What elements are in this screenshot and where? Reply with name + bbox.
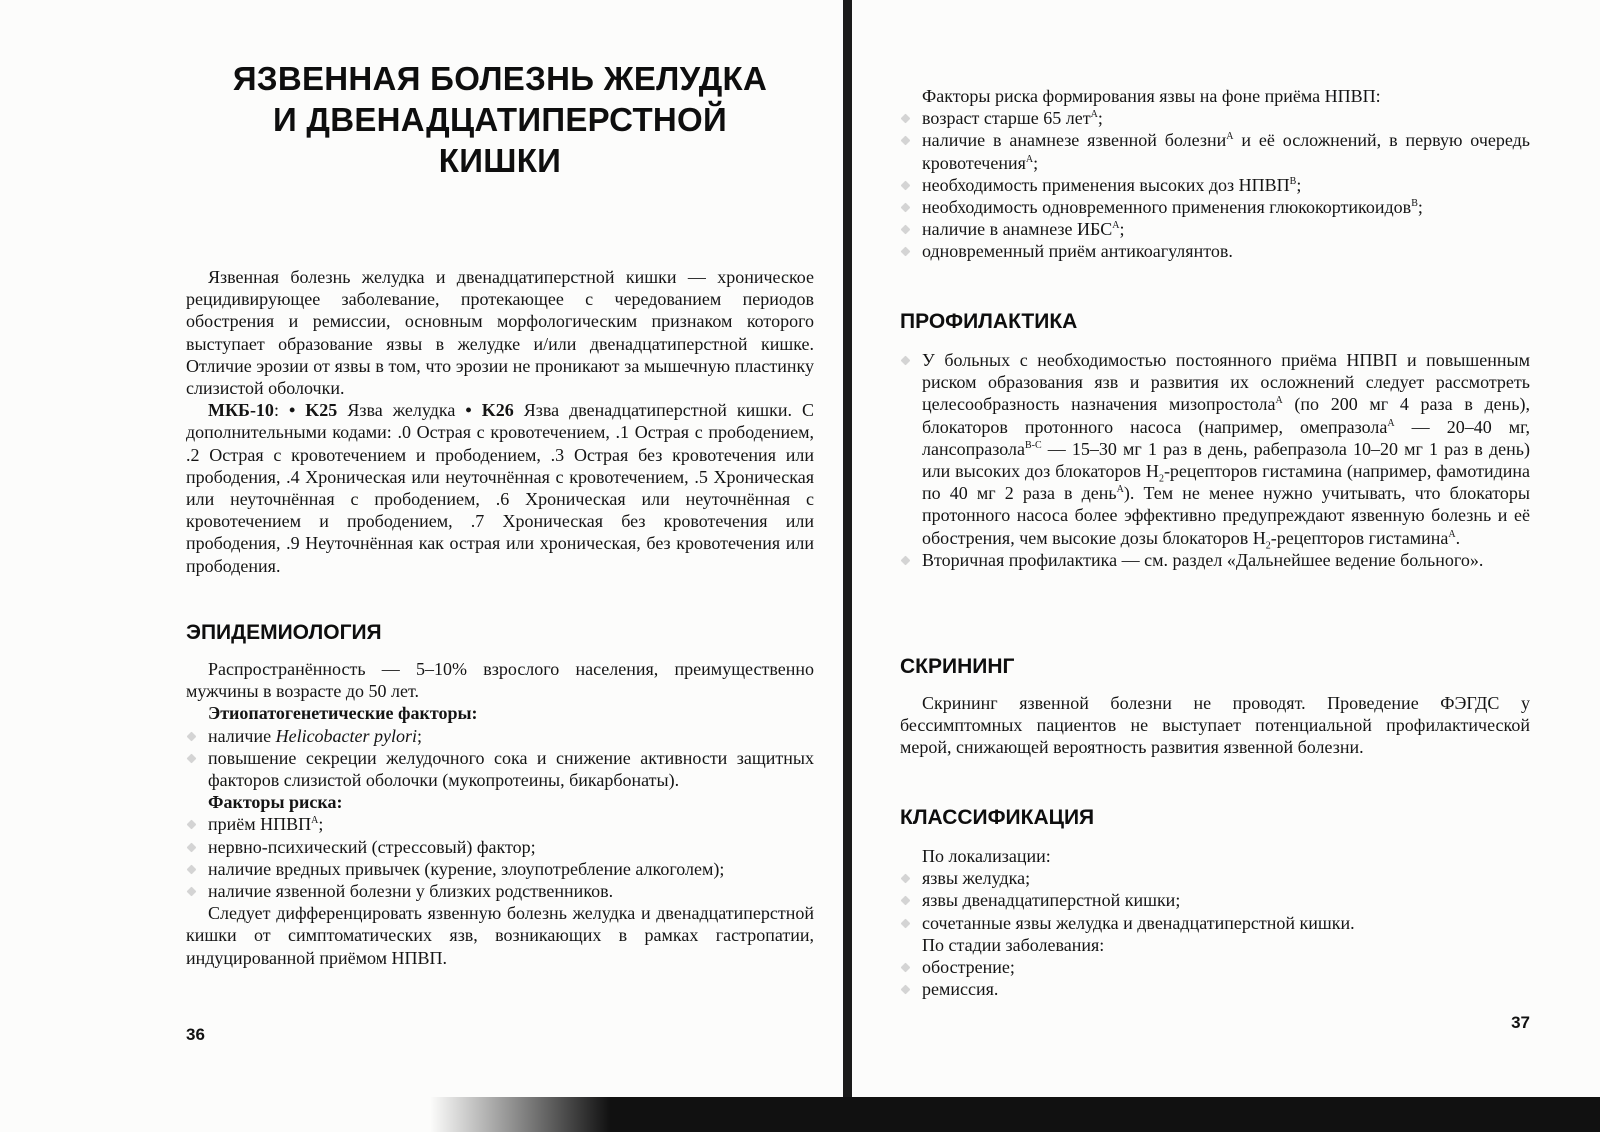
- prophylaxis-heading: ПРОФИЛАКТИКА: [900, 310, 1078, 333]
- epidemiology-section: [186, 620, 814, 969]
- bullet-icon: [187, 864, 197, 874]
- list-item: повышение секреции желудочного сока и снижение активности защитных факторов слизистой оболочки (мукопротеины, бикарбонаты).: [186, 747, 814, 791]
- icd-code-k25: K25: [305, 400, 338, 421]
- bullet-icon: [901, 555, 911, 565]
- list-item: ремиссия.: [900, 978, 1530, 1000]
- etiology-list: [186, 725, 814, 792]
- screening-section: [900, 654, 1530, 759]
- nsaid-risk-section: [900, 85, 1530, 263]
- bullet-icon: [901, 114, 911, 124]
- list-item: язвы желудка;: [900, 867, 1530, 889]
- nsaid-risk-list: [900, 107, 1530, 262]
- chapter-title: [186, 58, 814, 181]
- icd-label: МКБ-10: [208, 400, 274, 421]
- list-item: одновременный приём антикоагулянтов.: [900, 240, 1530, 262]
- screening-paragraph: Скрининг язвенной болезни не проводят. Проведение ФЭГДС у бессимптомных пациентов не выступает потенциальной профилактической мерой, снижающей вероятность развития язвенной болезни.: [900, 693, 1530, 758]
- intro-paragraph: Язвенная болезнь желудка и двенадцатиперстной кишки — хроническое рецидивирующее заболевание, протекающее с чередованием периодов обострения и ремиссии, основным морфологическим признаком которого выступает образование язвы в желудке и/или двенадцатиперстной кишке. Отличие эрозии от язвы в том, что эрозии не проникают за мышечную пластинку слизистой оболочки.: [186, 267, 814, 399]
- bullet-icon: [901, 896, 911, 906]
- list-item: возраст старше 65 лет$^A$;: [900, 107, 1530, 129]
- book-gutter: [843, 0, 852, 1106]
- intro-section: [186, 266, 814, 577]
- bullet-icon: [901, 918, 911, 928]
- list-item: сочетанные язвы желудка и двенадцатиперстной кишки.: [900, 912, 1530, 934]
- icd-paragraph: МКБ-10: • K25 Язва желудка • K26 Язва двенадцатиперстной кишки. С дополнительными кодами: .0 Острая с кровотечением, .1 Острая с прободением, .2 Острая с кровотечением и прободением, .3 Острая без кровотечения или прободения, .4 Хроническая или неуточнённая с кровотечением, .5 Хроническая или неуточнённая с прободением, .6 Хроническая или неуточнённая с кровотечением и прободением, .7 Хроническая без кровотечения или прободения, .9 Неуточнённая как острая или хроническая, без кровотечения или прободения.: [186, 400, 814, 576]
- risk-factors-list: [186, 813, 814, 902]
- list-item: необходимость применения высоких доз $НПВП^B$;: [900, 174, 1530, 196]
- chapter-title-line-2: И ДВЕНАДЦАТИПЕРСТНОЙ: [272, 101, 728, 138]
- list-item: Вторичная профилактика — см. раздел «Дальнейшее ведение больного».: [900, 549, 1530, 571]
- stage-list: [900, 956, 1530, 1000]
- prevalence-paragraph: Распространённость — 5–10% взрослого населения, преимущественно мужчины в возрасте до 50 лет.: [186, 659, 814, 702]
- list-item: наличие Helicobacter pylori;: [186, 725, 814, 747]
- classification-heading: КЛАССИФИКАЦИЯ: [900, 806, 1095, 829]
- list-item: наличие в анамнезе язвенной болезни$^A$ и её осложнений, в первую очередь кровотечения$^A$;: [900, 129, 1530, 173]
- bullet-icon: [187, 820, 197, 830]
- list-item: приём $НПВП^A$;: [186, 813, 814, 835]
- bullet-icon: [901, 203, 911, 213]
- bullet-icon: [901, 963, 911, 973]
- bullet-icon: [187, 887, 197, 897]
- list-item: наличие вредных привычек (курение, злоупотребление алкоголем);: [186, 858, 814, 880]
- prophylaxis-section: [900, 309, 1530, 571]
- icd-code-k26: K26: [481, 400, 514, 421]
- bullet-icon: [901, 985, 911, 995]
- list-item: нервно-психический (стрессовый) фактор;: [186, 836, 814, 858]
- screening-heading: СКРИНИНГ: [900, 655, 1015, 678]
- list-item: обострение;: [900, 956, 1530, 978]
- chapter-title-line-1: ЯЗВЕННАЯ БОЛЕЗНЬ ЖЕЛУДКА: [232, 60, 768, 97]
- localization-list: [900, 867, 1530, 934]
- page-number-left: 36: [186, 1025, 205, 1044]
- bullet-icon: [187, 753, 197, 763]
- bullet-icon: [901, 136, 911, 146]
- prophylaxis-list: [900, 349, 1530, 571]
- nsaid-risk-intro: Факторы риска формирования язвы на фоне приёма НПВП:: [922, 86, 1381, 106]
- epidemiology-heading: ЭПИДЕМИОЛОГИЯ: [186, 621, 382, 644]
- left-page: [186, 0, 814, 1100]
- right-page: [900, 0, 1530, 1100]
- list-item: необходимость одновременного применения глюкокортикоидов$^B$;: [900, 196, 1530, 218]
- bullet-icon: [901, 874, 911, 884]
- list-item: наличие язвенной болезни у близких родственников.: [186, 880, 814, 902]
- bullet-icon: [901, 247, 911, 257]
- risk-factors-label: Факторы риска:: [208, 792, 343, 813]
- bullet-icon: [901, 356, 911, 366]
- chapter-title-line-3: КИШКИ: [438, 142, 562, 179]
- differential-paragraph: Следует дифференцировать язвенную болезнь желудка и двенадцатиперстной кишки от симптоматических язв, возникающих в рамках гастропатии, индуцированной приёмом НПВП.: [186, 903, 814, 968]
- bullet-icon: [187, 842, 197, 852]
- page-number-right: 37: [1511, 1013, 1530, 1032]
- list-item: наличие в анамнезе $ИБС^A$;: [900, 218, 1530, 240]
- localization-label: По локализации:: [922, 846, 1051, 866]
- scan-shadow: [430, 1097, 1600, 1132]
- etiology-label: Этиопатогенетические факторы:: [208, 703, 478, 724]
- stage-label: По стадии заболевания:: [922, 934, 1105, 955]
- bullet-icon: [901, 180, 911, 190]
- list-item: У больных с необходимостью постоянного приёма НПВП и повышенным риском образования язв и развития их осложнений следует рассмотреть целесообразность назначения мизопростола$^A$ (по 200 мг 4 раза в день), блокаторов протонного насоса (например, омепразола$^A$ — 20–40 мг, лансопразола$^{B-C}$ — 15–30 мг 1 раз в день, рабепразола 10–20 мг 1 раз в день) или высоких доз блокаторов $H_2$-рецепторов гистамина (например, фамотидина по 40 мг 2 раза в день$^A$). Тем не менее нужно учитывать, что блокаторы протонного насоса более эффективно предупреждают язвенную болезнь и её обострения, чем высокие дозы блокаторов $H_2$-рецепторов гистамина$^A$.: [900, 349, 1530, 549]
- classification-section: [900, 805, 1530, 1000]
- list-item: язвы двенадцатиперстной кишки;: [900, 889, 1530, 911]
- bullet-icon: [901, 225, 911, 235]
- bullet-icon: [187, 731, 197, 741]
